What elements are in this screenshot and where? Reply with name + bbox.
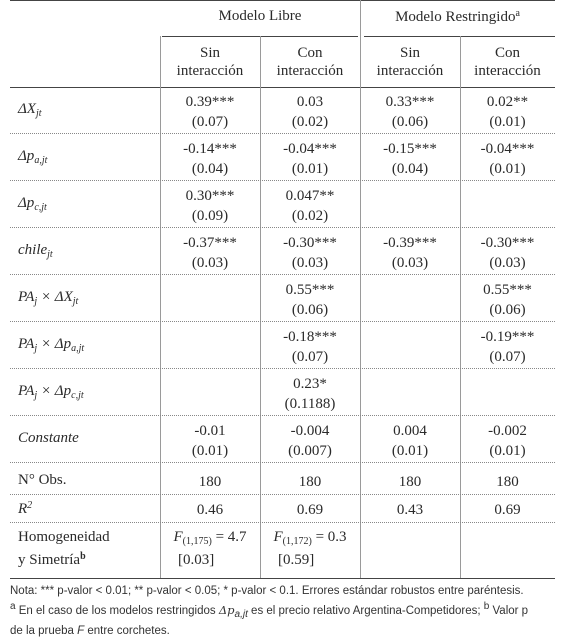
table-cell	[160, 186, 260, 226]
coefficient: -0.18***	[283, 329, 337, 345]
table-cell	[360, 92, 460, 132]
table-cell	[260, 280, 360, 320]
coefficient: -0.004	[290, 423, 330, 439]
table-row	[10, 323, 555, 370]
std-error: (0.06)	[489, 302, 526, 318]
std-error: (0.04)	[191, 161, 229, 177]
table-row	[10, 88, 555, 135]
note-math-sub: a,jt	[234, 609, 248, 620]
row-label	[18, 500, 32, 518]
row-divider	[10, 494, 555, 495]
group-header-modelo-restringido	[360, 8, 555, 36]
std-error: (0.01)	[489, 114, 526, 130]
row-divider	[10, 522, 555, 523]
coefficient: 0.33***	[385, 94, 435, 110]
coefficient: -0.15***	[383, 141, 437, 157]
row-divider	[10, 227, 555, 228]
label-base: R	[18, 501, 28, 517]
header-line: interacción	[276, 63, 344, 79]
coefficient: -0.30***	[480, 235, 535, 251]
coefficient: -0.37***	[183, 235, 237, 251]
f-stat	[260, 528, 360, 551]
p-value: [0.03]	[178, 552, 215, 568]
std-error: (0.03)	[191, 255, 229, 271]
label-base: Constante	[18, 430, 79, 446]
std-error: (0.06)	[391, 114, 429, 130]
f-value: = 0.3	[311, 529, 347, 545]
table-row	[10, 370, 555, 417]
row-label	[18, 101, 42, 119]
table-cell	[460, 233, 555, 273]
table-cell: 0.69	[494, 502, 521, 518]
std-error: (0.1188)	[284, 396, 336, 412]
group-header-modelo-libre	[160, 8, 360, 36]
row-label	[18, 383, 84, 401]
table-cell	[260, 139, 360, 179]
std-error: (0.01)	[291, 161, 329, 177]
row-divider	[10, 462, 555, 463]
coefficient: -0.30***	[283, 235, 337, 251]
row-label	[18, 289, 78, 307]
footnote-marker: a	[515, 8, 520, 19]
std-error: (0.03)	[489, 255, 526, 271]
table-notes	[10, 583, 555, 639]
table-cell	[260, 233, 360, 273]
table-cell	[360, 233, 460, 273]
std-error: (0.03)	[291, 255, 329, 271]
note-line: Nota: *** p-valor < 0.01; ** p-valor < 0.05; * p-valor < 0.1. Errores estándar robustos entre paréntesis.	[10, 585, 524, 597]
label-sub: a,jt	[34, 155, 48, 166]
table-row	[10, 182, 555, 229]
row-label	[18, 195, 47, 213]
coefficient: 0.39***	[185, 94, 235, 110]
col-header-libre-sin	[160, 44, 260, 80]
coefficient: 0.55***	[483, 282, 532, 298]
row-divider	[10, 415, 555, 416]
coefficient: -0.002	[488, 423, 527, 439]
label-rest: × Δp	[37, 383, 72, 399]
table-cell	[360, 421, 460, 461]
row-label	[18, 148, 47, 166]
row-divider	[10, 274, 555, 275]
label-sub: j	[34, 343, 38, 354]
std-error: (0.01)	[391, 443, 429, 459]
f-symbol: F	[273, 529, 283, 545]
coefficient: 0.23*	[293, 376, 327, 392]
label-base: Δp	[18, 195, 35, 211]
table-cell: 180	[298, 474, 322, 490]
col-header-libre-con	[260, 44, 360, 80]
header-line: interacción	[176, 63, 244, 79]
table-cell	[460, 327, 555, 367]
row-label: N° Obs.	[18, 472, 67, 488]
label-sub: a,jt	[71, 343, 85, 354]
table-row	[10, 417, 555, 464]
row-label	[18, 430, 79, 448]
label-sub: jt	[47, 249, 53, 260]
header-line: interacción	[474, 63, 541, 79]
label-base: chile	[18, 242, 48, 258]
table-cell	[260, 186, 360, 226]
f-df: (1,172)	[282, 536, 312, 547]
col-header-restringido-sin	[360, 44, 460, 80]
coefficient: -0.14***	[183, 141, 237, 157]
note-line	[10, 623, 555, 639]
std-error: (0.02)	[291, 114, 329, 130]
label-sub: jt	[72, 296, 79, 307]
f-df: (1,175)	[182, 536, 212, 547]
label-line	[18, 547, 110, 570]
top-rule	[10, 0, 555, 1]
std-error: (0.07)	[489, 349, 526, 365]
coefficient: -0.19***	[480, 329, 535, 345]
coefficient: 0.55***	[285, 282, 335, 298]
std-error: (0.07)	[291, 349, 329, 365]
note-line	[10, 599, 555, 623]
row-label	[18, 336, 84, 354]
f-value: = 4.7	[211, 529, 247, 545]
footnote-marker: b	[483, 601, 490, 612]
table-row-homogeneidad	[10, 524, 555, 578]
row-divider	[10, 133, 555, 134]
header-line: Sin	[399, 45, 420, 61]
std-error: (0.07)	[191, 114, 229, 130]
label-base: PA	[18, 289, 35, 305]
label-sup: 2	[27, 500, 33, 511]
coefficient: 0.02**	[486, 94, 529, 110]
note-text: En el caso de los modelos restringidos	[15, 605, 219, 617]
row-divider	[10, 180, 555, 181]
label-text: y Simetría	[18, 552, 81, 568]
label-sub: j	[34, 390, 38, 401]
std-error: (0.02)	[291, 208, 329, 224]
group-label: Modelo Restringido	[395, 9, 516, 25]
std-error: (0.01)	[489, 161, 526, 177]
note-math: Δp	[218, 603, 235, 617]
row-divider	[10, 321, 555, 322]
coefficient: 0.03	[296, 94, 324, 110]
label-sub: c,jt	[34, 202, 47, 213]
table-cell: 180	[496, 474, 519, 490]
note-text: de la prueba	[10, 625, 78, 637]
table-cell	[160, 233, 260, 273]
table-cell	[160, 528, 260, 570]
header-line: Con	[297, 45, 323, 61]
table-cell	[460, 280, 555, 320]
header-line: Con	[494, 45, 520, 61]
label-rest: × ΔX	[37, 289, 73, 305]
header-line: Sin	[199, 45, 220, 61]
coefficient: -0.04***	[283, 141, 337, 157]
table-cell	[460, 139, 555, 179]
table-cell	[360, 139, 460, 179]
std-error: (0.09)	[191, 208, 229, 224]
coefficient: -0.01	[194, 423, 226, 439]
row-label	[18, 242, 53, 260]
std-error: (0.01)	[489, 443, 526, 459]
table-cell	[260, 92, 360, 132]
table-cell	[460, 92, 555, 132]
f-symbol: F	[173, 529, 183, 545]
std-error: (0.01)	[191, 443, 229, 459]
table-row	[10, 229, 555, 276]
coefficient: -0.39***	[383, 235, 437, 251]
label-sub: c,jt	[71, 390, 84, 401]
bottom-rule	[10, 578, 555, 579]
note-text: Valor p	[489, 605, 529, 617]
note-text: es el precio relativo Argentina-Competidores;	[247, 605, 484, 617]
table-cell: 0.69	[296, 502, 324, 518]
table-cell	[260, 528, 360, 570]
p-value: [0.59]	[278, 552, 315, 568]
footnote-marker: a	[10, 601, 16, 612]
std-error: (0.04)	[391, 161, 429, 177]
table-cell	[160, 92, 260, 132]
group-label: Modelo Libre	[218, 8, 302, 24]
note-text: entre corchetes.	[84, 625, 170, 637]
std-error: (0.06)	[291, 302, 329, 318]
table-cell: 0.46	[196, 502, 224, 518]
coefficient: 0.047**	[285, 188, 335, 204]
footnote-marker: b	[80, 551, 86, 562]
table-cell	[160, 421, 260, 461]
label-base: PA	[18, 383, 35, 399]
note-math: F	[77, 625, 85, 637]
std-error: (0.007)	[288, 443, 332, 459]
table-cell	[460, 421, 555, 461]
coefficient: 0.004	[393, 423, 427, 439]
label-sub: j	[34, 296, 38, 307]
row-divider	[10, 368, 555, 369]
table-cell: 180	[398, 474, 422, 490]
label-base: Δp	[18, 148, 35, 164]
table-row	[10, 135, 555, 182]
table-cell: 0.43	[396, 502, 424, 518]
table-cell: 180	[198, 474, 222, 490]
f-stat	[160, 528, 260, 551]
std-error: (0.03)	[391, 255, 429, 271]
col-header-restringido-con	[460, 44, 555, 80]
header-line: interacción	[376, 63, 444, 79]
label-base: PA	[18, 336, 35, 352]
label-line: Homogeneidad	[18, 529, 110, 545]
label-sub: jt	[35, 108, 42, 119]
coefficient: 0.30***	[185, 188, 235, 204]
coefficient: -0.04***	[480, 141, 535, 157]
table-row	[10, 276, 555, 323]
row-label	[18, 528, 110, 570]
label-base: ΔX	[18, 101, 36, 117]
table-cell	[160, 139, 260, 179]
table-cell	[260, 327, 360, 367]
table-cell	[260, 374, 360, 414]
label-rest: × Δp	[37, 336, 72, 352]
table-cell	[260, 421, 360, 461]
